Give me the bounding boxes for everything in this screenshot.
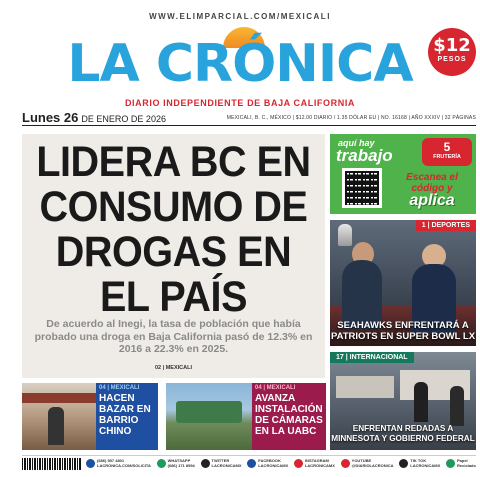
person-figure — [414, 382, 428, 422]
edition-info: MEXICALI, B. C., MÉXICO | $12.00 DIARIO / 1.35 DÓLAR EU | NO. 16168 | AÑO XXXIV | 32 PÁGINAS — [226, 115, 476, 121]
social-sub: LACRONICAMX — [410, 462, 441, 468]
sign-image — [336, 376, 394, 398]
social-label: FACEBOOK — [258, 458, 281, 463]
social-label: YOUTUBE — [351, 458, 372, 463]
issue-date — [22, 110, 166, 125]
social-item-tiktok[interactable] — [399, 459, 440, 468]
social-sub: LACRONICAMX — [304, 462, 335, 468]
ad-line4: aplica — [409, 192, 455, 209]
qr-code-icon[interactable] — [342, 168, 382, 208]
bazar-photo[interactable] — [22, 383, 96, 450]
social-sub: LACRONICA.COM/SOLICITA — [97, 462, 151, 468]
ad-badge — [422, 138, 472, 166]
roof-image — [22, 393, 96, 403]
social-label: INSTAGRAM — [304, 458, 329, 463]
social-item-instagram[interactable] — [294, 459, 335, 468]
recycled-paper-badge — [446, 459, 476, 468]
social-label: TIK TOK — [410, 458, 427, 463]
sports-headline: SEAHAWKS ENFRENTARÁ A PATRIOTS EN SUPER BOWL LX — [330, 320, 476, 342]
sports-section-tag: 1 | DEPORTES — [416, 220, 476, 231]
social-label: WHATSAPP — [167, 458, 191, 463]
social-item-facebook[interactable] — [247, 459, 288, 468]
phone-icon — [86, 459, 95, 468]
newspaper-logo: LA CRÓNICA — [67, 34, 413, 94]
barcode-icon — [22, 458, 82, 470]
bottom-section-tag: 04 | MEXICALI — [255, 385, 296, 391]
issue-weekday-day: Lunes 26 — [22, 110, 79, 125]
intl-headline: ENFRENTAN REDADAS A MINNESOTA Y GOBIERNO FEDERAL — [331, 424, 475, 443]
social-item-twitter[interactable] — [201, 459, 242, 468]
bottom-headline: AVANZA INSTALACIÓN DE CÁMARAS EN LA UABC — [255, 393, 323, 437]
uabc-photo[interactable] — [166, 383, 252, 450]
ad-line3: Escanea el código y — [406, 172, 458, 194]
ad-line1: aquí hay — [338, 138, 375, 148]
price-amount: $12 — [433, 35, 471, 56]
ad-badge-text: FRUTERÍA — [433, 154, 461, 160]
main-deck: De acuerdo al Inegi, la tasa de población que había probado una droga en Baja California pasó de 12.3% en 2016 a 22.3% en 2025. — [34, 318, 313, 355]
social-links — [86, 459, 476, 468]
facebook-icon — [247, 459, 256, 468]
ad-line2: trabajo — [336, 146, 393, 165]
price-badge — [428, 28, 476, 76]
main-section-tag: 02 | MEXICALI — [155, 365, 192, 371]
site-url[interactable]: WWW.ELIMPARCIAL.COM/MEXICALI — [149, 12, 331, 21]
international-story[interactable] — [330, 352, 476, 450]
bottom-story-uabc[interactable] — [252, 383, 326, 450]
social-sub: Reciclado — [457, 462, 476, 468]
masthead — [0, 24, 480, 108]
ad-badge-number: 5 — [443, 140, 451, 154]
sports-story[interactable] — [330, 220, 476, 346]
trophy-icon — [338, 224, 352, 246]
social-sub: (686) 171 8594 — [167, 462, 195, 468]
person-figure — [48, 407, 64, 445]
social-item-phone[interactable] — [86, 459, 151, 468]
bottom-story-bazar[interactable] — [96, 383, 158, 450]
social-item-whatsapp[interactable] — [157, 459, 195, 468]
x-icon — [201, 459, 210, 468]
social-label: (686) 557 4801 — [97, 458, 125, 463]
tiktok-icon — [399, 459, 408, 468]
price-currency: PESOS — [437, 56, 467, 63]
issue-month-year: DE ENERO DE 2026 — [81, 114, 166, 124]
footer — [22, 455, 476, 471]
social-sub: LACRONICAMX — [211, 462, 242, 468]
main-story[interactable] — [22, 134, 325, 378]
dateline — [22, 110, 476, 126]
person-figure — [450, 386, 464, 426]
whatsapp-icon — [157, 459, 166, 468]
bottom-headline: HACEN BAZAR EN BARRIO CHINO — [99, 393, 151, 437]
social-label: TWITTER — [211, 458, 230, 463]
social-label: Papel — [457, 458, 468, 463]
campus-sign-image — [176, 401, 242, 423]
social-sub: LACRONICAMX — [258, 462, 289, 468]
main-headline: LIDERA BC EN CONSUMO DE DROGAS EN EL PAÍS — [36, 138, 311, 321]
youtube-icon — [341, 459, 350, 468]
tagline: DIARIO INDEPENDIENTE DE BAJA CALIFORNIA — [124, 98, 356, 108]
instagram-icon — [294, 459, 303, 468]
job-ad[interactable] — [330, 134, 476, 214]
recycle-icon — [446, 459, 455, 468]
bottom-section-tag: 04 | MEXICALI — [99, 385, 140, 391]
social-sub: @DIARIOLACRONICA — [351, 462, 394, 468]
social-item-youtube[interactable] — [341, 459, 394, 468]
intl-section-tag: 17 | INTERNACIONAL — [330, 352, 414, 363]
